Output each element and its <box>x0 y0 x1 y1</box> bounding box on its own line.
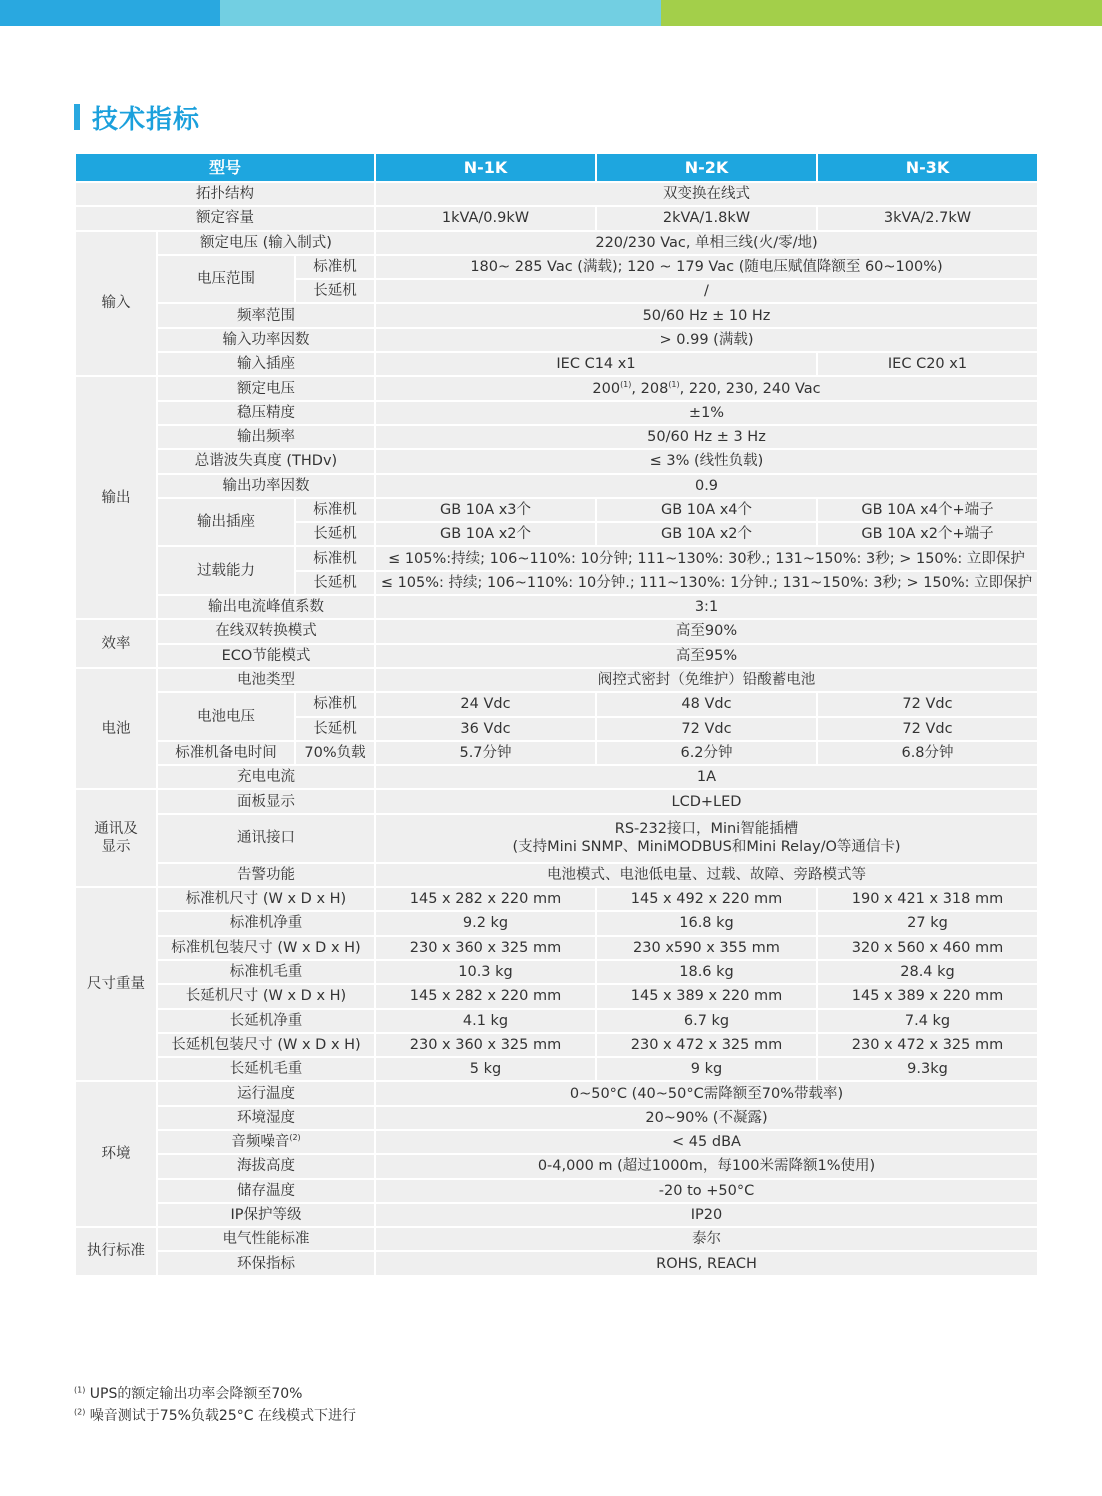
cell-value: 230 x 472 x 325 mm <box>817 1033 1038 1057</box>
table-row <box>75 765 1038 789</box>
row-label: 拓扑结构 <box>75 182 375 206</box>
table-row <box>75 936 1038 960</box>
group-label-efficiency: 效率 <box>75 619 157 668</box>
cell-value: 27 kg <box>817 911 1038 935</box>
value-line: (支持Mini SNMP、MiniMODBUS和Mini Relay/O等通信卡) <box>512 839 901 856</box>
cell-value: 28.4 kg <box>817 960 1038 984</box>
cell-value: 230 x 360 x 325 mm <box>375 936 596 960</box>
table-row <box>75 814 1038 863</box>
row-label: 输入插座 <box>157 352 375 376</box>
cell-value: 10.3 kg <box>375 960 596 984</box>
table-row <box>75 984 1038 1008</box>
table-row <box>75 255 1038 279</box>
table-row <box>75 231 1038 255</box>
footnote-mark: (1) <box>74 1385 86 1395</box>
row-value: 1A <box>375 765 1038 789</box>
spec-table <box>74 152 1039 1277</box>
row-value: 高至90% <box>375 619 1038 643</box>
table-row <box>75 887 1038 911</box>
table-row <box>75 741 1038 765</box>
group-label-output: 输出 <box>75 376 157 619</box>
table-row <box>75 474 1038 498</box>
cell-value: GB 10A x2个+端子 <box>817 522 1038 546</box>
cell-value: 230 x 472 x 325 mm <box>596 1033 817 1057</box>
row-label: 额定容量 <box>75 206 375 230</box>
row-value: 泰尔 <box>375 1227 1038 1251</box>
cell-value: 4.1 kg <box>375 1009 596 1033</box>
cell-value: 230 x 360 x 325 mm <box>375 1033 596 1057</box>
row-label: 标准机净重 <box>157 911 375 935</box>
cell-value: 6.7 kg <box>596 1009 817 1033</box>
row-label: 额定电压 <box>157 376 375 400</box>
row-label: 充电电流 <box>157 765 375 789</box>
voltage-part-a: 200 <box>592 380 621 397</box>
row-label: 运行温度 <box>157 1081 375 1105</box>
group-label-input: 输入 <box>75 231 157 377</box>
table-row <box>75 1106 1038 1130</box>
table-row <box>75 595 1038 619</box>
cell-value: 230 x590 x 355 mm <box>596 936 817 960</box>
row-label: 输出插座 <box>157 498 295 547</box>
table-row <box>75 1009 1038 1033</box>
row-label: 稳压精度 <box>157 401 375 425</box>
top-bar-green <box>661 0 1102 26</box>
row-value: ≤ 105%: 持续; 106~110%: 10分钟.; 111~130%: 1分钟.; 131~150%: 3秒; > 150%: 立即保护 <box>375 571 1038 595</box>
table-row <box>75 425 1038 449</box>
row-label: 标准机包装尺寸 (W x D x H) <box>157 936 375 960</box>
table-row <box>75 546 1038 570</box>
footnote-mark: (2) <box>74 1407 86 1417</box>
row-value: -20 to +50°C <box>375 1179 1038 1203</box>
row-label: 长延机净重 <box>157 1009 375 1033</box>
table-row <box>75 1179 1038 1203</box>
table-row <box>75 376 1038 400</box>
row-label: 输出频率 <box>157 425 375 449</box>
row-value: 0~50°C (40~50°C需降额至70%带载率) <box>375 1081 1038 1105</box>
footnote-ref-1: (1) <box>620 379 632 389</box>
row-value: 180~ 285 Vac (满载); 120 ~ 179 Vac (随电压赋值降额至 60~100%) <box>375 255 1038 279</box>
row-label: 标准机备电时间 <box>157 741 295 765</box>
cell-value: 190 x 421 x 318 mm <box>817 887 1038 911</box>
sub-label: 长延机 <box>295 279 375 303</box>
section-heading <box>74 100 200 134</box>
header-n1k: N-1K <box>375 153 596 182</box>
sub-label: 70%负载 <box>295 741 375 765</box>
sub-label: 长延机 <box>295 571 375 595</box>
row-value: ROHS, REACH <box>375 1251 1038 1275</box>
row-label <box>157 1130 375 1154</box>
table-row <box>75 911 1038 935</box>
row-label: 频率范围 <box>157 303 375 327</box>
cell-value: 2kVA/1.8kW <box>596 206 817 230</box>
cell-value: 145 x 282 x 220 mm <box>375 984 596 1008</box>
table-row <box>75 960 1038 984</box>
row-value: ±1% <box>375 401 1038 425</box>
row-label: 长延机包装尺寸 (W x D x H) <box>157 1033 375 1057</box>
row-label: 长延机毛重 <box>157 1057 375 1081</box>
cell-value: IEC C20 x1 <box>817 352 1038 376</box>
row-value: 电池模式、电池低电量、过载、故障、旁路模式等 <box>375 863 1038 887</box>
row-label: IP保护等级 <box>157 1203 375 1227</box>
row-value: IP20 <box>375 1203 1038 1227</box>
row-label: 海拔高度 <box>157 1154 375 1178</box>
cell-value: GB 10A x3个 <box>375 498 596 522</box>
row-label: 电气性能标准 <box>157 1227 375 1251</box>
cell-value: IEC C14 x1 <box>375 352 817 376</box>
cell-value: 16.8 kg <box>596 911 817 935</box>
table-row <box>75 449 1038 473</box>
table-row <box>75 1227 1038 1251</box>
row-value <box>375 814 1038 863</box>
row-label: 储存温度 <box>157 1179 375 1203</box>
row-label: 过载能力 <box>157 546 295 595</box>
footnotes <box>74 1383 356 1427</box>
table-row <box>75 1154 1038 1178</box>
cell-value: GB 10A x4个+端子 <box>817 498 1038 522</box>
cell-value: 72 Vdc <box>817 717 1038 741</box>
table-row <box>75 1130 1038 1154</box>
row-value: < 45 dBA <box>375 1130 1038 1154</box>
cell-value: 72 Vdc <box>596 717 817 741</box>
cell-value: 48 Vdc <box>596 692 817 716</box>
footnote-text: 噪音测试于75%负载25°C 在线模式下进行 <box>85 1408 356 1424</box>
cell-value: GB 10A x2个 <box>375 522 596 546</box>
cell-value: 6.2分钟 <box>596 741 817 765</box>
row-value: 双变换在线式 <box>375 182 1038 206</box>
cell-value: 18.6 kg <box>596 960 817 984</box>
row-value: 3:1 <box>375 595 1038 619</box>
footnote-text: UPS的额定输出功率会降额至70% <box>85 1386 303 1402</box>
row-label: 额定电压 (输入制式) <box>157 231 375 255</box>
row-value: 220/230 Vac, 单相三线(火/零/地) <box>375 231 1038 255</box>
row-value: ≤ 3% (线性负载) <box>375 449 1038 473</box>
heading-accent-bar <box>74 104 80 130</box>
row-value: ≤ 105%:持续; 106~110%: 10分钟; 111~130%: 30秒.; 131~150%: 3秒; > 150%: 立即保护 <box>375 546 1038 570</box>
cell-value: 5 kg <box>375 1057 596 1081</box>
group-label-standards: 执行标准 <box>75 1227 157 1276</box>
row-value: 阀控式密封（免维护）铅酸蓄电池 <box>375 668 1038 692</box>
cell-value: 9 kg <box>596 1057 817 1081</box>
table-row <box>75 182 1038 206</box>
cell-value: 9.3kg <box>817 1057 1038 1081</box>
row-label: 输出电流峰值系数 <box>157 595 375 619</box>
row-label: 输入功率因数 <box>157 328 375 352</box>
cell-value: 1kVA/0.9kW <box>375 206 596 230</box>
cell-value: 7.4 kg <box>817 1009 1038 1033</box>
footnote-ref-1: (1) <box>668 379 680 389</box>
row-value <box>375 376 1038 400</box>
label-text: 音频噪音 <box>231 1134 290 1151</box>
row-label: 面板显示 <box>157 789 375 813</box>
row-label: 通讯接口 <box>157 814 375 863</box>
cell-value: 36 Vdc <box>375 717 596 741</box>
row-value: 高至95% <box>375 644 1038 668</box>
table-row <box>75 1081 1038 1105</box>
sub-label: 标准机 <box>295 255 375 279</box>
group-label-line: 通讯及 <box>94 821 138 838</box>
row-value: LCD+LED <box>375 789 1038 813</box>
header-model: 型号 <box>75 153 375 182</box>
cell-value: 145 x 389 x 220 mm <box>596 984 817 1008</box>
row-label: 环境湿度 <box>157 1106 375 1130</box>
table-row <box>75 1057 1038 1081</box>
table-row <box>75 1203 1038 1227</box>
table-row <box>75 328 1038 352</box>
top-bar-blue <box>0 0 220 26</box>
row-label: 长延机尺寸 (W x D x H) <box>157 984 375 1008</box>
table-row <box>75 352 1038 376</box>
sub-label: 标准机 <box>295 546 375 570</box>
row-label: 电池电压 <box>157 692 295 741</box>
voltage-part-b: , 208 <box>631 380 669 397</box>
row-value: 0-4,000 m (超过1000m，每100米需降额1%使用) <box>375 1154 1038 1178</box>
voltage-part-c: , 220, 230, 240 Vac <box>679 380 821 397</box>
row-value: / <box>375 279 1038 303</box>
table-row <box>75 863 1038 887</box>
row-value: 0.9 <box>375 474 1038 498</box>
cell-value: GB 10A x2个 <box>596 522 817 546</box>
sub-label: 标准机 <box>295 692 375 716</box>
cell-value: 145 x 389 x 220 mm <box>817 984 1038 1008</box>
row-label: 电池类型 <box>157 668 375 692</box>
row-label: 输出功率因数 <box>157 474 375 498</box>
row-value: > 0.99 (满载) <box>375 328 1038 352</box>
table-row <box>75 498 1038 522</box>
cell-value: 72 Vdc <box>817 692 1038 716</box>
cell-value: 320 x 560 x 460 mm <box>817 936 1038 960</box>
footnote-2 <box>74 1405 356 1427</box>
table-row <box>75 644 1038 668</box>
header-n2k: N-2K <box>596 153 817 182</box>
row-label: 总谐波失真度 (THDv) <box>157 449 375 473</box>
row-label: ECO节能模式 <box>157 644 375 668</box>
header-n3k: N-3K <box>817 153 1038 182</box>
group-label-comm <box>75 789 157 887</box>
row-label: 在线双转换模式 <box>157 619 375 643</box>
row-label: 告警功能 <box>157 863 375 887</box>
value-line: RS-232接口，Mini智能插槽 <box>614 821 799 838</box>
row-label: 标准机毛重 <box>157 960 375 984</box>
footnote-1 <box>74 1383 356 1405</box>
page-title: 技术指标 <box>92 104 201 135</box>
table-row <box>75 1251 1038 1275</box>
group-label-battery: 电池 <box>75 668 157 789</box>
group-label-env: 环境 <box>75 1081 157 1227</box>
row-label: 标准机尺寸 (W x D x H) <box>157 887 375 911</box>
cell-value: 145 x 282 x 220 mm <box>375 887 596 911</box>
group-label-dims: 尺寸重量 <box>75 887 157 1081</box>
table-row <box>75 206 1038 230</box>
table-row <box>75 668 1038 692</box>
table-row <box>75 692 1038 716</box>
table-header-row <box>75 153 1038 182</box>
cell-value: 5.7分钟 <box>375 741 596 765</box>
row-label: 电压范围 <box>157 255 295 304</box>
top-bar-teal <box>220 0 661 26</box>
row-value: 50/60 Hz ± 3 Hz <box>375 425 1038 449</box>
cell-value: 9.2 kg <box>375 911 596 935</box>
group-label-line: 显示 <box>101 839 131 856</box>
table-row <box>75 303 1038 327</box>
row-value: 20~90% (不凝露) <box>375 1106 1038 1130</box>
table-row <box>75 789 1038 813</box>
row-label: 环保指标 <box>157 1251 375 1275</box>
cell-value: GB 10A x4个 <box>596 498 817 522</box>
cell-value: 24 Vdc <box>375 692 596 716</box>
cell-value: 3kVA/2.7kW <box>817 206 1038 230</box>
footnote-ref-2: (2) <box>289 1133 301 1143</box>
table-row <box>75 619 1038 643</box>
table-row <box>75 401 1038 425</box>
row-value: 50/60 Hz ± 10 Hz <box>375 303 1038 327</box>
sub-label: 标准机 <box>295 498 375 522</box>
table-row <box>75 1033 1038 1057</box>
sub-label: 长延机 <box>295 717 375 741</box>
sub-label: 长延机 <box>295 522 375 546</box>
cell-value: 145 x 492 x 220 mm <box>596 887 817 911</box>
cell-value: 6.8分钟 <box>817 741 1038 765</box>
